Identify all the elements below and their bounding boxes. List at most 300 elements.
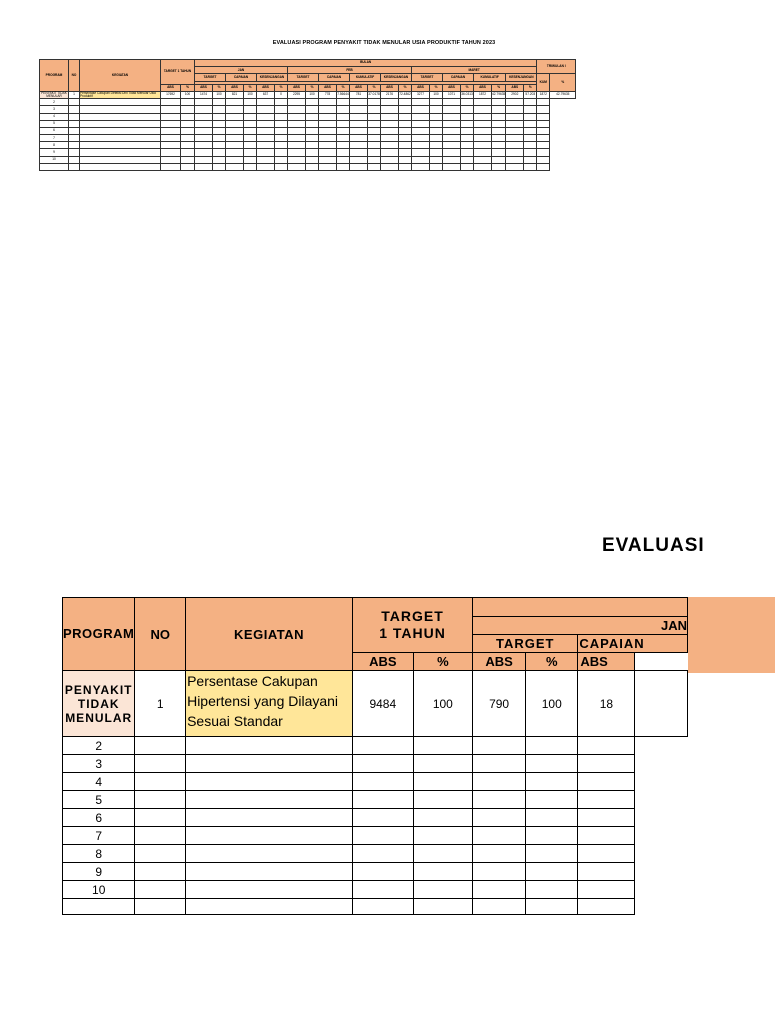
value-cell (399, 156, 412, 163)
header-pct: % (430, 84, 443, 91)
jan-target-pct-cell: 100 (526, 671, 578, 737)
value-cell (80, 156, 161, 163)
jan-target-abs-cell: 790 (473, 671, 526, 737)
value-cell (537, 120, 550, 127)
value-cell (430, 106, 443, 113)
value-cell (413, 899, 472, 915)
value-cell (257, 120, 275, 127)
value-cell: 72.4862 (399, 91, 412, 98)
value-cell (473, 737, 526, 755)
value-cell (412, 120, 430, 127)
value-cell (537, 106, 550, 113)
zoomed-table-wrap (62, 597, 688, 931)
value-cell (306, 127, 319, 134)
value-cell (275, 120, 288, 127)
value-cell (213, 142, 226, 149)
value-cell: 1071 (443, 91, 461, 98)
value-cell (288, 99, 306, 106)
value-cell (473, 773, 526, 791)
value-cell (443, 163, 461, 170)
header-overflow-band (688, 597, 775, 673)
value-cell (413, 773, 472, 791)
value-cell (443, 127, 461, 134)
value-cell (526, 737, 578, 755)
value-cell (319, 113, 337, 120)
value-cell (430, 156, 443, 163)
value-cell (492, 135, 506, 142)
row-no: 2 (40, 99, 69, 106)
value-cell (368, 156, 381, 163)
value-cell (352, 881, 413, 899)
value-cell (186, 791, 353, 809)
value-cell (288, 135, 306, 142)
value-cell (161, 156, 181, 163)
value-cell (524, 156, 537, 163)
header-jan: JAN (195, 67, 288, 74)
value-cell (381, 163, 399, 170)
value-cell (492, 149, 506, 156)
value-cell (80, 135, 161, 142)
value-cell (288, 120, 306, 127)
value-cell (306, 142, 319, 149)
value-cell (537, 135, 550, 142)
value-cell (506, 120, 524, 127)
value-cell (337, 106, 350, 113)
value-cell (381, 156, 399, 163)
value-cell (443, 106, 461, 113)
value-cell (492, 99, 506, 106)
value-cell (195, 149, 213, 156)
row-no (63, 899, 135, 915)
value-cell (306, 106, 319, 113)
value-cell (430, 127, 443, 134)
value-cell (443, 113, 461, 120)
value-cell (213, 106, 226, 113)
value-cell (244, 142, 257, 149)
value-cell (399, 99, 412, 106)
value-cell (195, 163, 213, 170)
header-pct: % (461, 84, 474, 91)
header-triwulan: TRIWULAN I (537, 60, 576, 74)
value-cell (461, 113, 474, 120)
kegiatan-cell (135, 827, 186, 845)
value-cell (195, 120, 213, 127)
header-abs: ABS (319, 84, 337, 91)
value-cell (161, 135, 181, 142)
value-cell (506, 135, 524, 142)
kegiatan-cell: Persentase Cakupan Hipertensi yang Dilayani Sesuai Standar (186, 671, 353, 737)
value-cell (195, 156, 213, 163)
table-row (63, 791, 688, 809)
row-no: 6 (63, 809, 135, 827)
value-cell (80, 142, 161, 149)
program-cell: PENYAKIT TIDAK MENULAR (41, 90, 67, 98)
value-cell (430, 142, 443, 149)
value-cell (474, 106, 492, 113)
row-no: 3 (63, 755, 135, 773)
value-cell (413, 827, 472, 845)
value-cell (195, 127, 213, 134)
value-cell (443, 135, 461, 142)
value-cell (578, 881, 635, 899)
value-cell (399, 120, 412, 127)
header-jan-target: TARGET (473, 635, 578, 653)
value-cell (244, 113, 257, 120)
value-cell (226, 99, 244, 106)
value-cell (275, 113, 288, 120)
value-cell (492, 163, 506, 170)
header-pct: % (413, 653, 472, 671)
header-pct: % (213, 84, 226, 91)
value-cell (443, 120, 461, 127)
value-cell (186, 845, 353, 863)
value-cell (275, 99, 288, 106)
value-cell (352, 791, 413, 809)
table-row (63, 773, 688, 791)
value-cell (288, 142, 306, 149)
value-cell (368, 99, 381, 106)
value-cell (257, 113, 275, 120)
value-cell (461, 156, 474, 163)
value-cell (257, 106, 275, 113)
value-cell (399, 163, 412, 170)
value-cell (244, 156, 257, 163)
kegiatan-cell: Persentase Cakupan Deteksi Dini Tidak Menular Usia Produktif (80, 91, 161, 98)
value-cell (257, 127, 275, 134)
value-cell (186, 809, 353, 827)
value-cell (186, 863, 353, 881)
value-cell: 2295 (288, 91, 306, 98)
value-cell (474, 163, 492, 170)
header-no: NO (69, 60, 80, 92)
kegiatan-cell (135, 809, 186, 827)
value-cell (492, 142, 506, 149)
value-cell (80, 163, 161, 170)
value-cell (443, 142, 461, 149)
value-cell (213, 163, 226, 170)
header-abs: ABS (161, 84, 181, 91)
value-cell (506, 99, 524, 106)
value-cell (275, 106, 288, 113)
header-jan-capaian: CAPAIAN (226, 74, 257, 81)
value-cell (524, 120, 537, 127)
value-cell (288, 149, 306, 156)
table-row (40, 163, 576, 170)
value-cell (526, 791, 578, 809)
value-cell (524, 149, 537, 156)
header-abs: ABS (381, 84, 399, 91)
header-kegiatan: KEGIATAN (186, 598, 353, 671)
value-cell (195, 113, 213, 120)
value-cell (524, 113, 537, 120)
value-cell: 7.56644 (337, 91, 350, 98)
value-cell (492, 113, 506, 120)
value-cell (578, 863, 635, 881)
value-cell (368, 135, 381, 142)
table-row (40, 142, 576, 149)
value-cell (226, 142, 244, 149)
value-cell (506, 142, 524, 149)
value-cell (181, 113, 195, 120)
value-cell (319, 99, 337, 106)
value-cell (537, 127, 550, 134)
header-pct: % (244, 84, 257, 91)
value-cell (492, 127, 506, 134)
value-cell (213, 156, 226, 163)
value-cell (430, 113, 443, 120)
value-cell (181, 99, 195, 106)
value-cell (461, 149, 474, 156)
value-cell (80, 106, 161, 113)
header-tw-pct: % (550, 74, 576, 91)
value-cell (352, 809, 413, 827)
value-cell (461, 99, 474, 106)
value-cell: 3277 (412, 91, 430, 98)
value-cell (412, 127, 430, 134)
header-kegiatan: KEGIATAN (80, 60, 161, 92)
value-cell (413, 863, 472, 881)
value-cell (275, 156, 288, 163)
value-cell (412, 149, 430, 156)
header-feb-capaian: CAPAIAN (319, 74, 350, 81)
value-cell (226, 149, 244, 156)
value-cell (399, 142, 412, 149)
header-abs: ABS (288, 84, 306, 91)
value-cell: 778 (319, 91, 337, 98)
value-cell (80, 113, 161, 120)
value-cell (368, 113, 381, 120)
value-cell (537, 149, 550, 156)
value-cell (181, 156, 195, 163)
spreadsheet-thumbnail (0, 0, 768, 200)
kegiatan-cell (69, 127, 80, 134)
table-row (63, 881, 688, 899)
row-no: 10 (63, 881, 135, 899)
value-cell (381, 106, 399, 113)
value-cell (474, 149, 492, 156)
value-cell (413, 737, 472, 755)
value-cell (288, 113, 306, 120)
value-cell (412, 106, 430, 113)
value-cell (161, 142, 181, 149)
value-cell (578, 809, 635, 827)
value-cell (306, 120, 319, 127)
value-cell (350, 163, 368, 170)
header-bulan (473, 598, 688, 617)
value-cell (474, 142, 492, 149)
header-mar-kesenjangan: KESENJANGAN (506, 74, 537, 81)
value-cell (181, 149, 195, 156)
header-program: PROGRAM (40, 60, 69, 92)
value-cell (257, 99, 275, 106)
value-cell (443, 156, 461, 163)
kegiatan-cell (69, 142, 80, 149)
value-cell (506, 113, 524, 120)
header-abs: ABS (350, 84, 368, 91)
header-pct: % (181, 84, 195, 91)
row-no: 8 (63, 845, 135, 863)
value-cell (430, 99, 443, 106)
value-cell (443, 149, 461, 156)
value-cell (399, 113, 412, 120)
header-abs: ABS (443, 84, 461, 91)
kegiatan-cell (69, 99, 80, 106)
header-target-tahun: TARGET 1 TAHUN (161, 60, 195, 85)
value-cell (161, 127, 181, 134)
value-cell (399, 127, 412, 134)
header-abs: ABS (226, 84, 244, 91)
value-cell (275, 135, 288, 142)
value-cell (578, 737, 635, 755)
value-cell: 1474 (195, 91, 213, 98)
value-cell (244, 106, 257, 113)
value-cell (306, 135, 319, 142)
value-cell: 100 (213, 91, 226, 98)
value-cell (413, 755, 472, 773)
value-cell (461, 106, 474, 113)
value-cell (337, 120, 350, 127)
value-cell (319, 163, 337, 170)
value-cell (492, 156, 506, 163)
value-cell: 0 (275, 91, 288, 98)
value-cell (537, 163, 550, 170)
value-cell (319, 149, 337, 156)
value-cell (506, 127, 524, 134)
value-cell (257, 156, 275, 163)
value-cell (213, 127, 226, 134)
kegiatan-cell (135, 773, 186, 791)
value-cell (537, 99, 550, 106)
target-abs-cell: 9484 (352, 671, 413, 737)
header-pct: % (306, 84, 319, 91)
value-cell (161, 106, 181, 113)
value-cell (461, 120, 474, 127)
header-abs: ABS (474, 84, 492, 91)
value-cell (461, 127, 474, 134)
value-cell (257, 142, 275, 149)
header-feb: FEB (288, 67, 412, 74)
table-row (40, 149, 576, 156)
header-pct: % (526, 653, 578, 671)
value-cell (350, 120, 368, 127)
header-mar-capaian: CAPAIAN (443, 74, 474, 81)
value-cell (412, 113, 430, 120)
value-cell (350, 127, 368, 134)
value-cell (350, 156, 368, 163)
value-cell: 637 (257, 91, 275, 98)
value-cell (474, 156, 492, 163)
header-jan-capaian: CAPAIAN (578, 635, 688, 653)
value-cell (226, 127, 244, 134)
value-cell (537, 156, 550, 163)
value-cell (352, 899, 413, 915)
value-cell (526, 881, 578, 899)
table-row (40, 120, 576, 127)
value-cell (368, 142, 381, 149)
value-cell (526, 755, 578, 773)
value-cell (195, 106, 213, 113)
value-cell (430, 163, 443, 170)
evaluation-table-small (39, 59, 576, 171)
header-target-tahun: TARGET 1 TAHUN (352, 598, 472, 653)
value-cell (461, 142, 474, 149)
value-cell: 1872 (537, 91, 550, 98)
value-cell (213, 120, 226, 127)
value-cell: 821 (226, 91, 244, 98)
header-feb-kumulatif: KUMULATIF (350, 74, 381, 81)
value-cell (381, 149, 399, 156)
value-cell (275, 149, 288, 156)
value-cell (226, 113, 244, 120)
table-row (63, 755, 688, 773)
value-cell (506, 156, 524, 163)
value-cell (526, 773, 578, 791)
value-cell (524, 163, 537, 170)
value-cell (186, 899, 353, 915)
row-no (40, 163, 69, 170)
value-cell (257, 135, 275, 142)
value-cell (473, 791, 526, 809)
value-cell (337, 127, 350, 134)
value-cell (213, 149, 226, 156)
table-row (40, 113, 576, 120)
header-mar-target: TARGET (412, 74, 443, 81)
value-cell (288, 106, 306, 113)
value-cell (443, 99, 461, 106)
value-cell (195, 142, 213, 149)
value-cell (430, 149, 443, 156)
row-no: 7 (40, 135, 69, 142)
value-cell (474, 113, 492, 120)
value-cell (368, 149, 381, 156)
value-cell (492, 106, 506, 113)
value-cell (80, 149, 161, 156)
value-cell (524, 99, 537, 106)
table-row (40, 99, 576, 106)
value-cell (80, 99, 161, 106)
value-cell (412, 142, 430, 149)
value-cell (319, 156, 337, 163)
value-cell (195, 135, 213, 142)
value-cell (226, 135, 244, 142)
header-abs: ABS (506, 84, 524, 91)
value-cell (381, 99, 399, 106)
value-cell (578, 773, 635, 791)
value-cell (352, 827, 413, 845)
value-cell (319, 120, 337, 127)
kegiatan-cell (135, 755, 186, 773)
value-cell (161, 149, 181, 156)
value-cell (337, 142, 350, 149)
sheet-title: EVALUASI PROGRAM PENYAKIT TIDAK MENULAR USIA PRODUKTIF TAHUN 2023 (272, 40, 496, 46)
value-cell (244, 120, 257, 127)
value-cell (412, 99, 430, 106)
kegiatan-cell (135, 737, 186, 755)
value-cell (244, 99, 257, 106)
table-row (63, 845, 688, 863)
value-cell (413, 845, 472, 863)
value-cell (275, 163, 288, 170)
value-cell (474, 135, 492, 142)
value-cell (412, 135, 430, 142)
value-cell (352, 863, 413, 881)
value-cell (473, 809, 526, 827)
value-cell (352, 845, 413, 863)
value-cell (526, 845, 578, 863)
value-cell (381, 142, 399, 149)
table-row (63, 671, 688, 737)
jan-capaian-abs-cell: 18 (578, 671, 635, 737)
